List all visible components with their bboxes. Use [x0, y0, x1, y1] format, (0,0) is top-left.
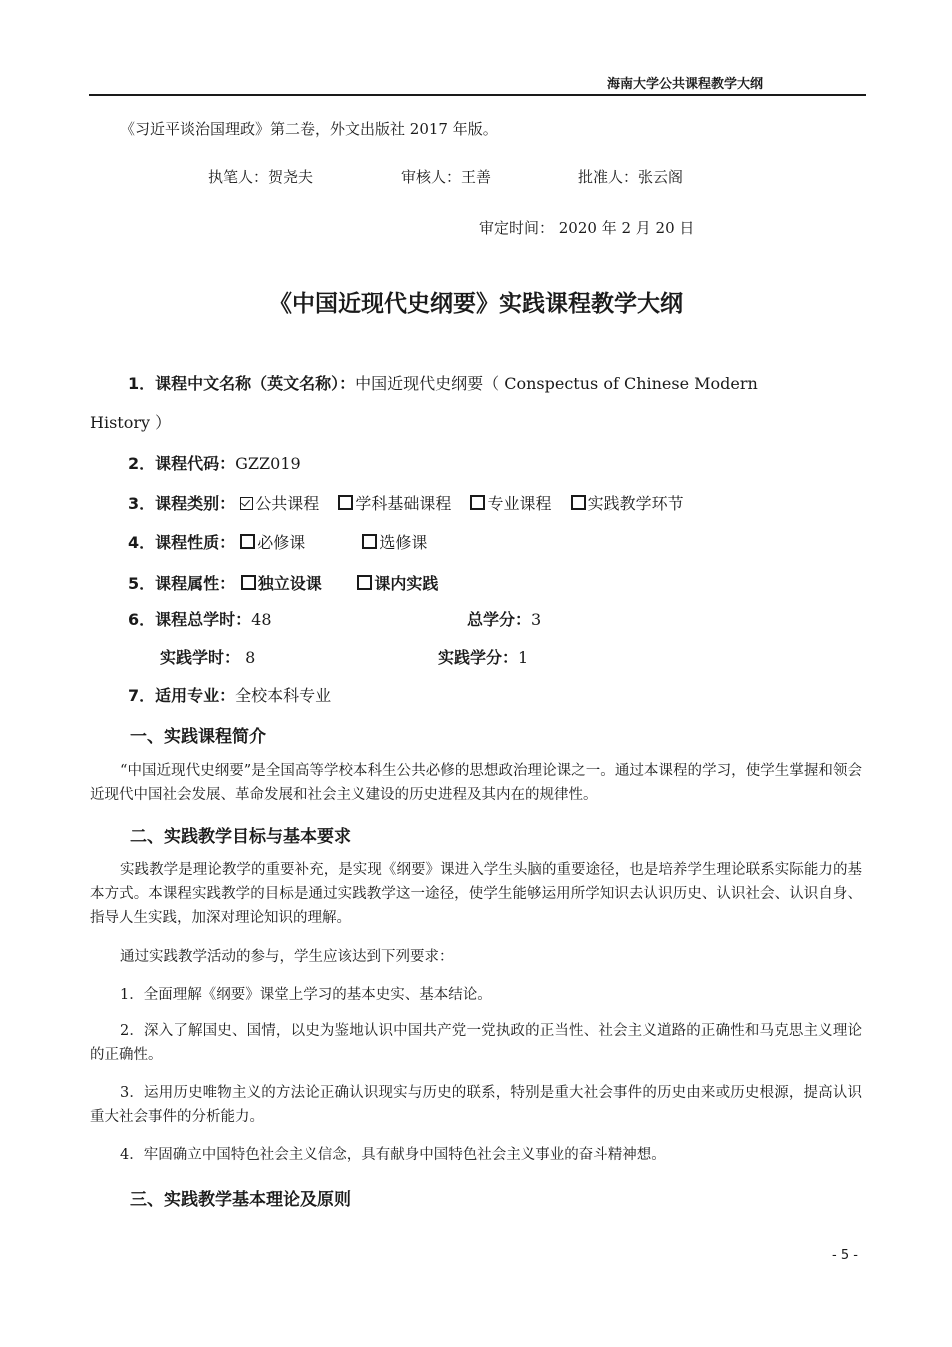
page-header-title: 海南大学公共课程教学大纲 — [607, 77, 764, 92]
category-option-practice[interactable] — [571, 494, 684, 513]
nature-option-elective-label: 选修课 — [379, 533, 428, 552]
approver-signature: 批准人：张云阁 — [578, 168, 684, 186]
attribute-option-in-class-label: 课内实践 — [374, 574, 439, 593]
checked-box-icon[interactable] — [240, 497, 253, 510]
writer-signature: 执笔人：贺尧夫 — [208, 168, 314, 186]
requirement-item: 4．牢固确立中国特色社会主义信念，具有献身中国特色社会主义事业的奋斗精神想。 — [120, 1147, 666, 1163]
field-course-code-value: GZZ019 — [235, 454, 301, 473]
checkbox-icon[interactable] — [470, 495, 485, 510]
checkbox-icon[interactable] — [338, 495, 353, 510]
field-total-hours-value: 48 — [251, 610, 272, 629]
section-goals-intro: 通过实践教学活动的参与，学生应该达到下列要求： — [120, 949, 454, 965]
category-option-discipline[interactable] — [338, 494, 451, 513]
field-course-attribute — [128, 571, 452, 594]
field-total-credits-label: 总学分： — [467, 610, 532, 629]
attribute-option-in-class[interactable] — [357, 574, 438, 593]
field-course-name-label: 1．课程中文名称（英文名称）： — [128, 374, 356, 393]
section-heading-theory: 三、实践教学基本理论及原则 — [130, 1190, 351, 1210]
field-practice-hours-label: 实践学时： — [160, 648, 241, 667]
requirement-item: 3．运用历史唯物主义的方法论正确认识现实与历史的联系，特别是重大社会事件的历史由来或历史根源，提高认识重大社会事件的分析能力。 — [90, 1085, 862, 1125]
requirement-item: 2．深入了解国史、国情，以史为鉴地认识中国共产党一党执政的正当性、社会主义道路的正确性和马克思主义理论的正确性。 — [90, 1023, 862, 1063]
field-total-credits — [467, 607, 541, 630]
field-course-name — [128, 371, 758, 394]
field-applicable-major-value: 全校本科专业 — [235, 686, 332, 705]
field-total-hours — [128, 607, 272, 630]
field-applicable-major-label: 7．适用专业： — [128, 686, 236, 705]
checkbox-icon[interactable] — [362, 534, 377, 549]
field-course-name-value: 中国近现代史纲要（ Conspectus of Chinese Modern — [355, 374, 758, 393]
attribute-option-independent[interactable] — [241, 574, 322, 593]
section-heading-intro: 一、实践课程简介 — [130, 727, 266, 747]
field-course-name-continued: History ） — [90, 413, 172, 432]
category-option-major[interactable] — [470, 494, 551, 513]
field-practice-hours — [160, 645, 255, 668]
field-course-category — [128, 491, 698, 514]
approval-date: 审定时间： 2020 年 2 月 20 日 — [479, 219, 695, 237]
checkbox-icon[interactable] — [240, 534, 255, 549]
field-course-code — [128, 451, 301, 474]
field-total-hours-label: 6．课程总学时： — [128, 610, 252, 629]
field-course-attribute-label: 5．课程属性： — [128, 574, 236, 593]
field-total-credits-value: 3 — [531, 610, 542, 629]
field-course-nature-label: 4．课程性质： — [128, 533, 236, 552]
requirement-item: 1．全面理解《纲要》课堂上学习的基本史实、基本结论。 — [120, 987, 492, 1003]
section-intro-text: “中国近现代史纲要”是全国高等学校本科生公共必修的思想政治理论课之一。通过本课程的学习，使学生掌握和领会近现代中国社会发展、革命发展和社会主义建设的历史进程及其内在的规律性。 — [90, 763, 862, 803]
checkbox-icon[interactable] — [357, 575, 372, 590]
nature-option-required-label: 必修课 — [257, 533, 306, 552]
section-heading-goals: 二、实践教学目标与基本要求 — [130, 827, 351, 847]
section-goals-text: 实践教学是理论教学的重要补充，是实现《纲要》课进入学生头脑的重要途径，也是培养学生理论联系实际能力的基本方式。本课程实践教学的目标是通过实践教学这一途径，使学生能够运用所学知识去认识历史、认识社会、认识自身、指导人生实践，加深对理论知识的理解。 — [90, 862, 862, 926]
reviewer-signature: 审核人：王善 — [401, 168, 492, 186]
checkbox-icon[interactable] — [571, 495, 586, 510]
field-practice-credits — [438, 645, 528, 668]
checkbox-icon[interactable] — [241, 575, 256, 590]
reference-line: 《习近平谈治国理政》第二卷，外文出版社 2017 年版。 — [120, 120, 498, 138]
nature-option-required[interactable] — [240, 533, 305, 552]
field-course-category-label: 3．课程类别： — [128, 494, 236, 513]
category-option-public[interactable] — [240, 494, 319, 513]
page-number: - 5 - — [832, 1248, 858, 1263]
field-practice-credits-label: 实践学分： — [438, 648, 519, 667]
category-option-public-label: 公共课程 — [255, 494, 320, 513]
field-practice-credits-value: 1 — [518, 648, 529, 667]
field-course-code-label: 2．课程代码： — [128, 454, 236, 473]
category-option-discipline-label: 学科基础课程 — [355, 494, 452, 513]
nature-option-elective[interactable] — [362, 533, 427, 552]
category-option-major-label: 专业课程 — [487, 494, 552, 513]
header-rule — [89, 94, 866, 96]
field-course-nature — [128, 530, 441, 553]
field-practice-hours-value: 8 — [245, 648, 256, 667]
category-option-practice-label: 实践教学环节 — [587, 494, 684, 513]
document-title: 《中国近现代史纲要》实践课程教学大纲 — [269, 291, 683, 317]
attribute-option-independent-label: 独立设课 — [257, 574, 322, 593]
field-applicable-major — [128, 683, 331, 706]
